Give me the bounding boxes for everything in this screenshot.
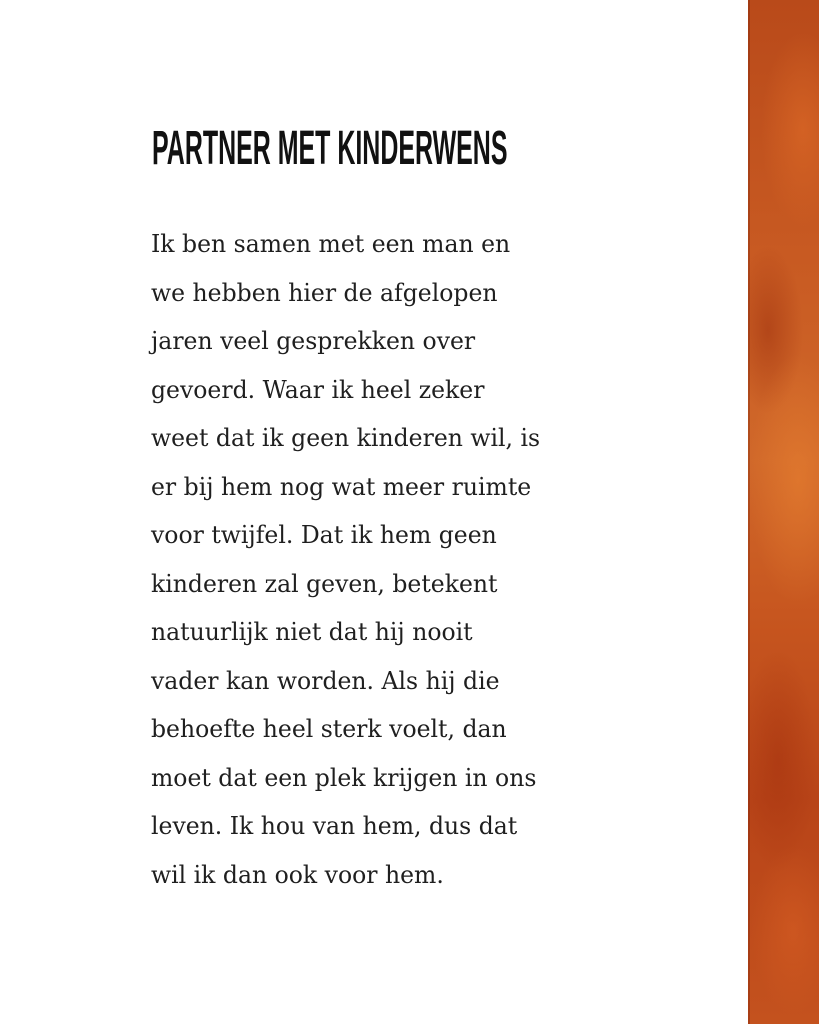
page-title: PARTNER MET KINDERWENS: [152, 122, 508, 175]
body-paragraph: [151, 220, 556, 899]
paragraph-line: er bij hem nog wat meer ruimte: [151, 471, 532, 501]
paragraph-line: jaren veel gesprekken over: [151, 326, 476, 355]
paragraph-line: kinderen zal geven, betekent: [151, 568, 498, 598]
decorative-side-strip: [748, 0, 819, 1024]
paragraph-line: behoefte heel sterk voelt, dan: [151, 714, 507, 743]
paragraph-line: weet dat ik geen kinderen wil, is: [151, 423, 541, 452]
paragraph-line: vader kan worden. Als hij die: [151, 665, 500, 695]
paragraph-line: leven. Ik hou van hem, dus dat: [151, 811, 518, 840]
paragraph-line: gevoerd. Waar ik heel zeker: [151, 374, 485, 404]
paragraph-line: natuurlijk niet dat hij nooit: [151, 617, 473, 646]
paragraph-line: Ik ben samen met een man en: [151, 229, 511, 258]
paragraph-line: moet dat een plek krijgen in ons: [151, 762, 537, 792]
paragraph-line: we hebben hier de afgelopen: [151, 277, 498, 307]
paragraph-line: voor twijfel. Dat ik hem geen: [151, 520, 497, 549]
paragraph-line: wil ik dan ook voor hem.: [151, 859, 444, 889]
